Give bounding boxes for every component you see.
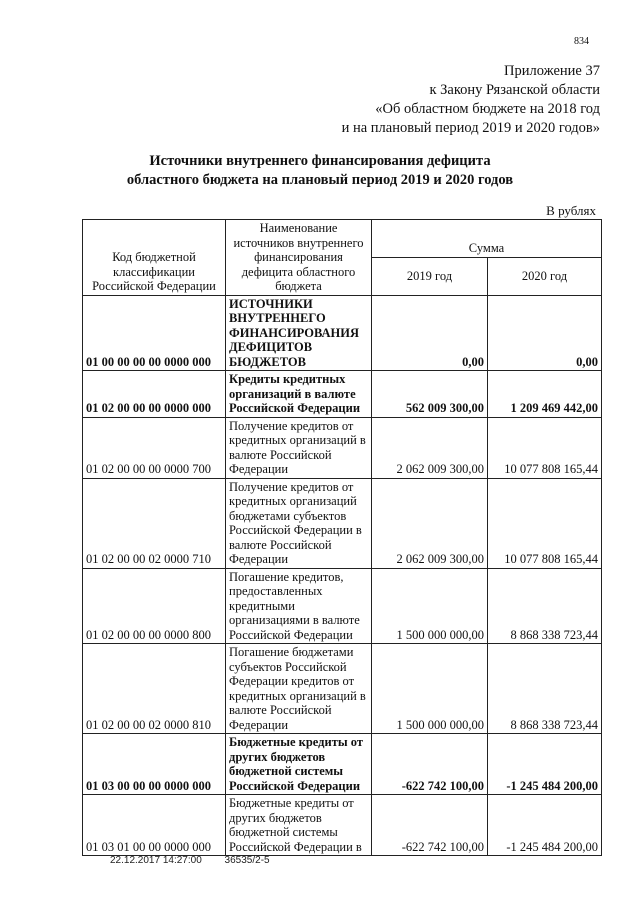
header-2019: 2019 год xyxy=(372,257,488,295)
appendix-line-2: к Закону Рязанской области xyxy=(429,82,600,98)
table-row xyxy=(83,734,602,795)
row-2020: 1 209 469 442,00 xyxy=(488,371,602,418)
row-2020: 10 077 808 165,44 xyxy=(488,478,602,568)
table-header-row xyxy=(83,220,602,258)
row-code: 01 02 00 00 02 0000 710 xyxy=(83,478,226,568)
row-code: 01 02 00 00 00 0000 800 xyxy=(83,568,226,644)
row-name: Получение кредитов от кредитных организаций бюджетами субъектов Российской Федерации в валюте Российской Федерации xyxy=(226,478,372,568)
header-2020: 2020 год xyxy=(488,257,602,295)
row-2020: -1 245 484 200,00 xyxy=(488,734,602,795)
page-number: 834 xyxy=(574,36,589,47)
appendix-line-3: «Об областном бюджете на 2018 год xyxy=(375,101,600,117)
row-code: 01 02 00 00 00 0000 000 xyxy=(83,371,226,418)
row-name: Бюджетные кредиты от других бюджетов бюджетной системы Российской Федерации в xyxy=(226,795,372,856)
row-name: Получение кредитов от кредитных организаций в валюте Российской Федерации xyxy=(226,417,372,478)
row-2019: 2 062 009 300,00 xyxy=(372,417,488,478)
appendix-line-4: и на плановый период 2019 и 2020 годов» xyxy=(341,120,600,136)
row-code: 01 03 00 00 00 0000 000 xyxy=(83,734,226,795)
footer-stamp xyxy=(110,855,290,866)
row-2020: -1 245 484 200,00 xyxy=(488,795,602,856)
row-name: Погашение кредитов, предоставленных кредитными организациями в валюте Российской Федерации xyxy=(226,568,372,644)
row-2019: 2 062 009 300,00 xyxy=(372,478,488,568)
row-2020: 10 077 808 165,44 xyxy=(488,417,602,478)
row-2019: 562 009 300,00 xyxy=(372,371,488,418)
row-name: Кредиты кредитных организаций в валюте Российской Федерации xyxy=(226,371,372,418)
footer-datetime: 22.12.2017 14:27:00 xyxy=(110,855,202,866)
units-label: В рублях xyxy=(546,203,596,218)
row-2020: 8 868 338 723,44 xyxy=(488,568,602,644)
title-line-1: Источники внутреннего финансирования дефицита xyxy=(149,153,491,169)
table-row xyxy=(83,795,602,856)
table-row xyxy=(83,417,602,478)
header-code: Код бюджетной классификации Российской Федерации xyxy=(83,220,226,296)
row-2019: 1 500 000 000,00 xyxy=(372,644,488,734)
row-code: 01 03 01 00 00 0000 000 xyxy=(83,795,226,856)
title-line-2: областного бюджета на плановый период 2019 и 2020 годов xyxy=(126,172,514,188)
row-2020: 8 868 338 723,44 xyxy=(488,644,602,734)
document-title xyxy=(60,152,580,190)
table-row xyxy=(83,568,602,644)
header-sum: Сумма xyxy=(372,220,602,258)
header-name: Наименование источников внутреннего финансирования дефицита областного бюджета xyxy=(226,220,372,296)
row-name: Погашение бюджетами субъектов Российской Федерации кредитов от кредитных организаций в валюте Российской Федерации xyxy=(226,644,372,734)
row-2020: 0,00 xyxy=(488,295,602,371)
financing-sources-table xyxy=(82,219,602,856)
appendix-line-1: Приложение 37 xyxy=(504,63,600,79)
appendix-header xyxy=(342,62,600,138)
row-name: Бюджетные кредиты от других бюджетов бюджетной системы Российской Федерации xyxy=(226,734,372,795)
row-code: 01 00 00 00 00 0000 000 xyxy=(83,295,226,371)
row-name: ИСТОЧНИКИ ВНУТРЕННЕГО ФИНАНСИРОВАНИЯ ДЕФИЦИТОВ БЮДЖЕТОВ xyxy=(226,295,372,371)
row-2019: 1 500 000 000,00 xyxy=(372,568,488,644)
table-row xyxy=(83,478,602,568)
table-row xyxy=(83,644,602,734)
row-code: 01 02 00 00 02 0000 810 xyxy=(83,644,226,734)
row-2019: -622 742 100,00 xyxy=(372,734,488,795)
row-code: 01 02 00 00 00 0000 700 xyxy=(83,417,226,478)
footer-doc-id: 36535/2-5 xyxy=(224,855,270,866)
row-2019: -622 742 100,00 xyxy=(372,795,488,856)
table-row xyxy=(83,295,602,371)
row-2019: 0,00 xyxy=(372,295,488,371)
table-row xyxy=(83,371,602,418)
